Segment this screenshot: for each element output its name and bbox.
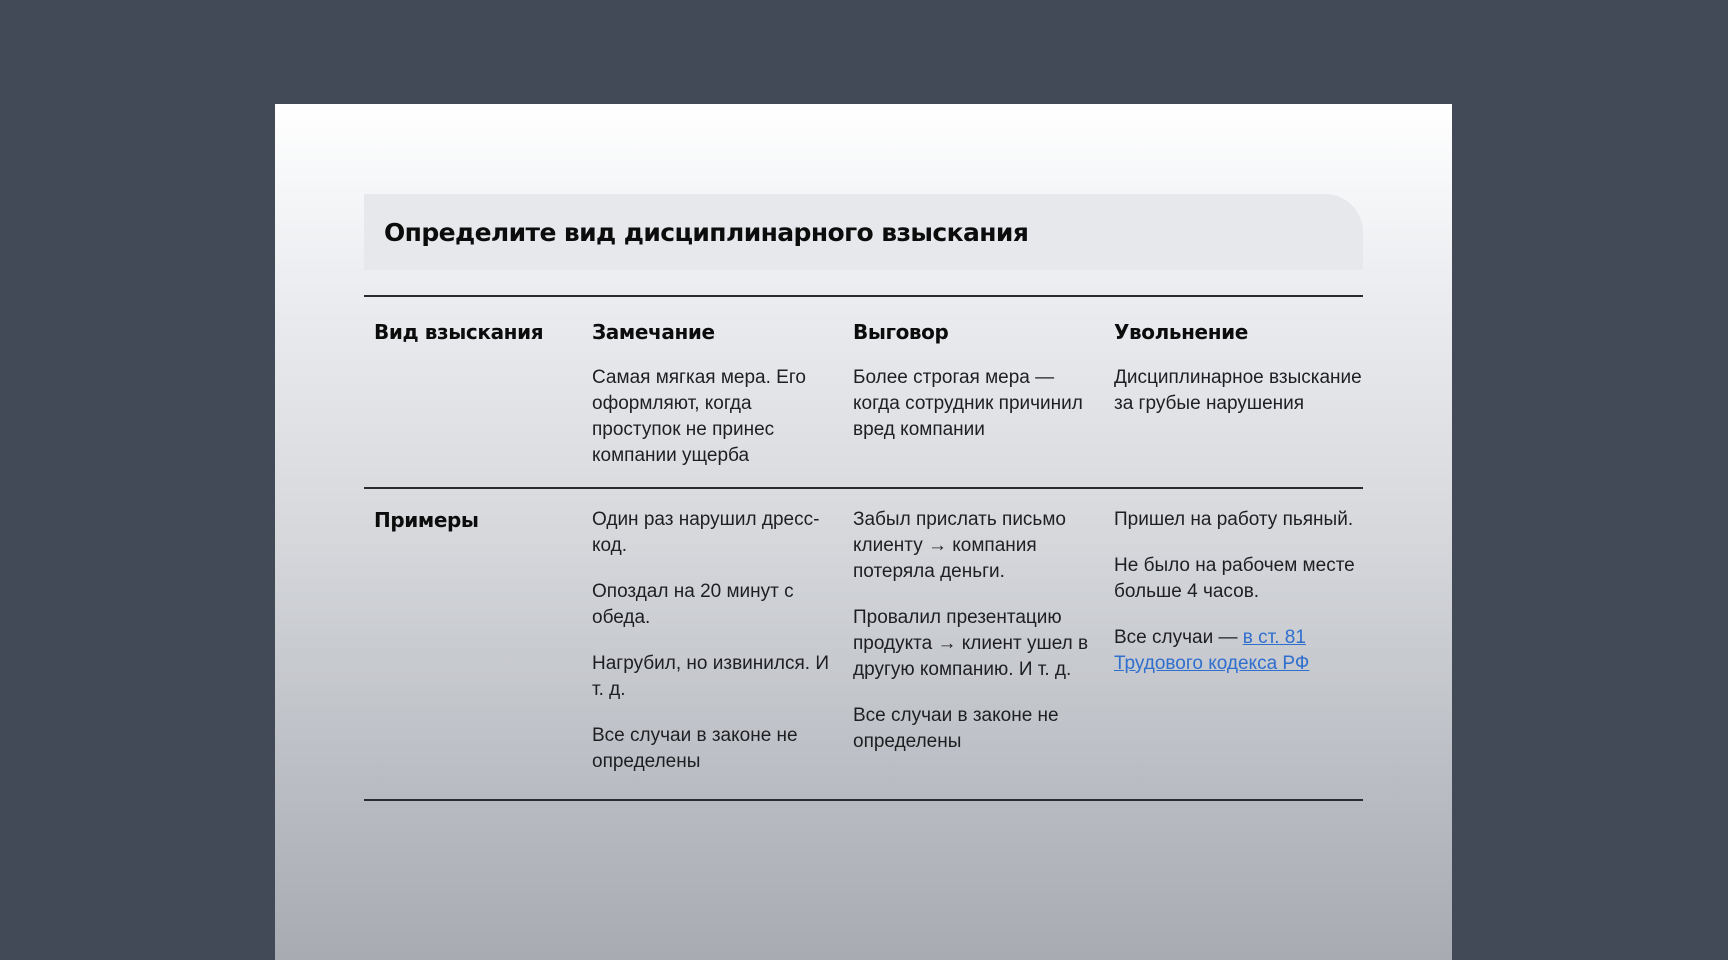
example-item: Все случаи в законе не определены (853, 705, 1059, 752)
labor-code-link[interactable]: в ст. 81 Трудового кодекса РФ (1114, 627, 1310, 674)
example-item: Пришел на работу пьяный. (1114, 509, 1354, 530)
example-item-law (1114, 625, 1364, 677)
example-item: Не было на рабочем месте больше 4 часов. (1114, 555, 1355, 602)
page-title: Определите вид дисциплинарного взыскания (384, 217, 1029, 247)
dismissal-examples (1114, 507, 1364, 677)
remark-description: Самая мягкая мера. Его оформляют, когда проступок не принес компании ущерба (592, 367, 806, 466)
column-header-dismissal: Увольнение (1114, 320, 1248, 344)
example-item: Все случаи в законе не определены (592, 725, 798, 772)
reprimand-examples (853, 507, 1098, 755)
example-item: Один раз нарушил дресс-код. (592, 509, 820, 556)
column-dismissal (1114, 319, 1364, 417)
example-item: Нагрубил, но извинился. И т. д. (592, 653, 829, 700)
row-header-examples: Примеры (374, 508, 479, 532)
column-header-reprimand: Выговор (853, 320, 949, 344)
title-bar (364, 194, 1363, 270)
table-row-type (364, 297, 1363, 487)
column-header-remark: Замечание (592, 320, 715, 344)
row-header-type: Вид взыскания (374, 320, 544, 344)
example-item: Опоздал на 20 минут с обеда. (592, 581, 794, 628)
table-bottom-rule (364, 799, 1363, 801)
example-item: Забыл прислать письмо клиенту → компания потеряла деньги. (853, 509, 1066, 582)
reprimand-description: Более строгая мера — когда сотрудник причинил вред компании (853, 367, 1083, 440)
dismissal-description: Дисциплинарное взыскание за грубые нарушения (1114, 367, 1362, 414)
remark-examples (592, 507, 832, 775)
table-row-examples (364, 489, 1363, 799)
law-prefix: Все случаи — (1114, 627, 1243, 648)
content-card (275, 104, 1452, 960)
example-item: Провалил презентацию продукта → клиент ушел в другую компанию. И т. д. (853, 607, 1089, 680)
penalty-table (364, 295, 1363, 801)
column-remark (592, 319, 832, 469)
column-reprimand (853, 319, 1098, 443)
